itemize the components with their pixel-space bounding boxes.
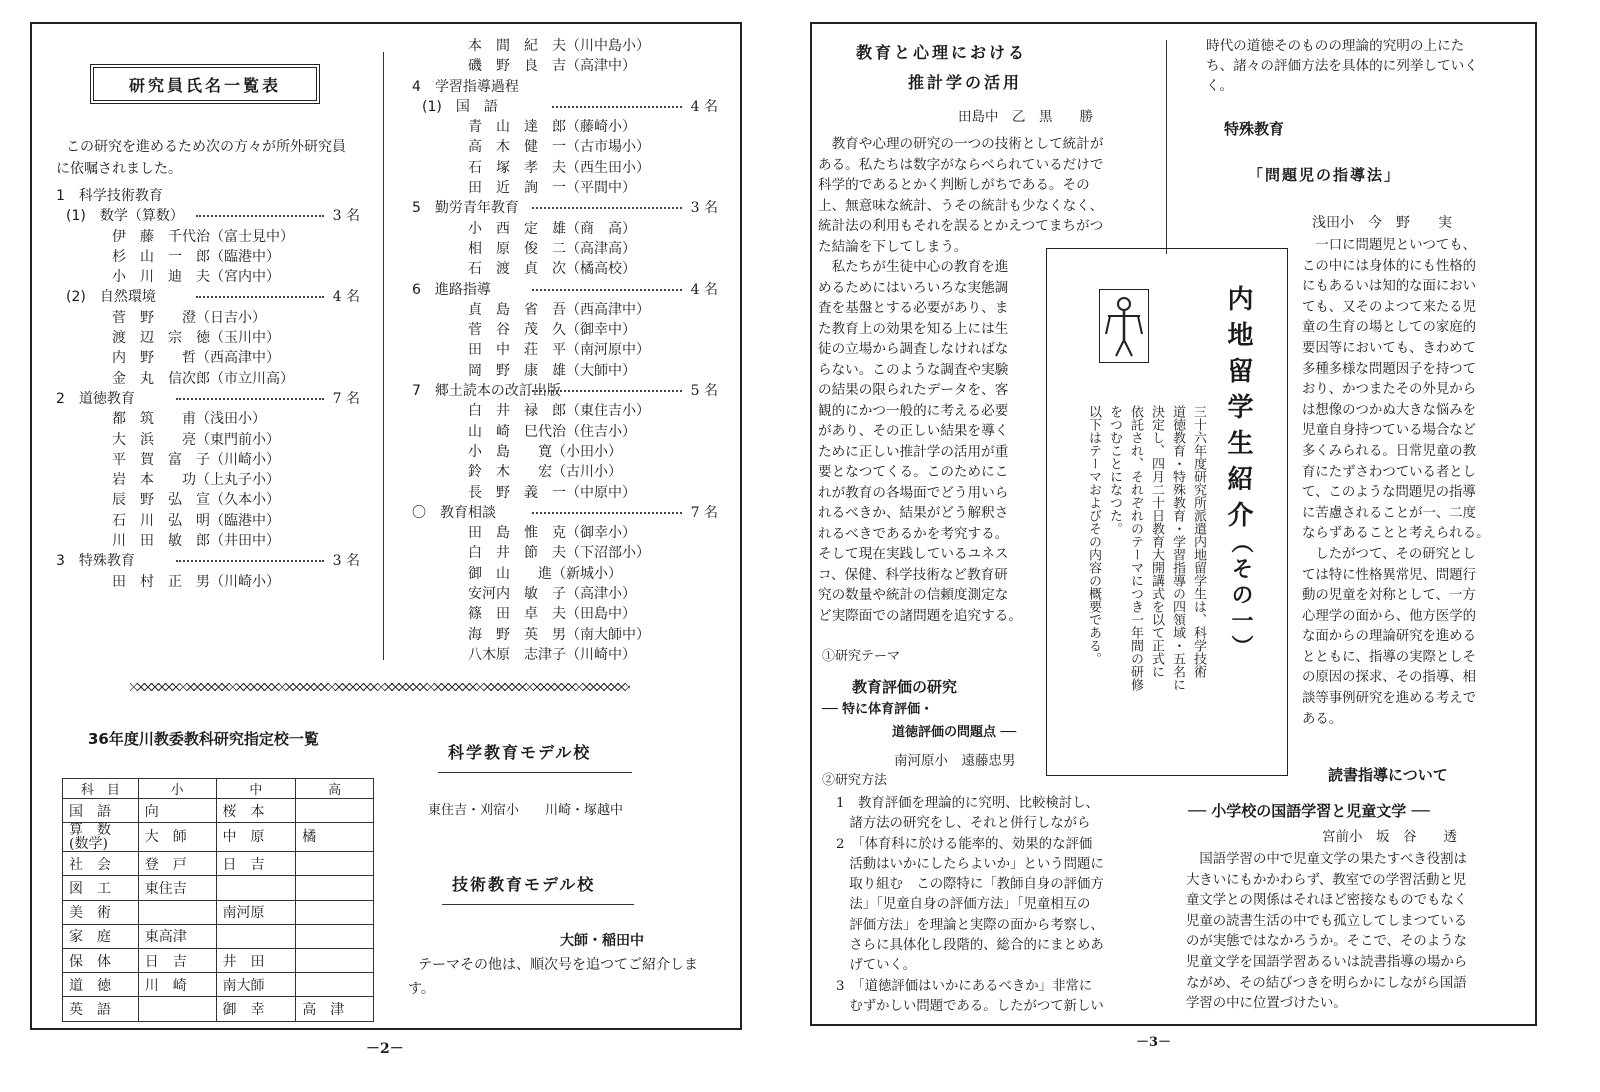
table-cell — [296, 948, 374, 972]
tech-model-title: 技術教育モデル校 — [452, 875, 596, 894]
text-line: ある。 — [1302, 711, 1343, 727]
researcher-name — [56, 227, 360, 247]
table-cell — [138, 997, 216, 1021]
closing-line-2: す。 — [408, 981, 435, 997]
researcher-category — [412, 97, 718, 117]
list-item-label: (1) 数学（算数） — [66, 208, 184, 225]
researcher-name — [56, 430, 360, 450]
list-item-label: (1) 国 語 — [422, 98, 498, 115]
text-line: 究の数量や統計の信頼度測定な — [818, 587, 1009, 603]
text-line: れるべきか、結果がどう解釈さ — [818, 505, 1009, 521]
text-line: 多種多様な問題因子を持つて — [1302, 361, 1477, 377]
table-row — [63, 900, 374, 924]
researcher-name — [56, 470, 360, 490]
researchers-title-box — [90, 64, 320, 104]
researcher-list-col2 — [412, 36, 718, 665]
list-item-label: 岡 野 康 雄（大師中） — [468, 362, 636, 379]
researcher-name — [412, 320, 718, 340]
list-item-label: 平 賀 富 子（川崎小） — [112, 451, 280, 468]
researcher-name — [412, 523, 718, 543]
text-line: この中には身体的にも性格的 — [1302, 258, 1477, 274]
section-zigzag-divider — [130, 683, 630, 691]
list-item-label: 磯 野 良 吉（高津中） — [468, 58, 636, 75]
researcher-name — [412, 137, 718, 157]
researcher-category — [412, 503, 718, 523]
researcher-name — [56, 267, 360, 287]
reading-subtitle: ── 小学校の国語学習と児童文学 ── — [1188, 802, 1430, 820]
list-item-label: 5 勤労青年教育 — [412, 200, 519, 217]
stats-title-line-1: 教育と心理における — [856, 43, 1028, 62]
table-cell — [216, 924, 296, 948]
list-item-label: 菅 谷 茂 久（御幸中） — [468, 322, 636, 339]
researcher-name — [412, 645, 718, 665]
eval-title: 教育評価の研究 — [852, 678, 958, 696]
table-row — [63, 852, 374, 876]
text-line: らない。このような調査や実験 — [818, 361, 1009, 378]
table-cell: 社 会 — [63, 852, 139, 876]
leader-dots — [196, 215, 324, 217]
researcher-name — [56, 308, 360, 328]
text-line: 以下はテーマおよびその内容の概要である。 — [1086, 405, 1101, 665]
leader-dots — [176, 398, 324, 400]
list-item-label: 相 原 俊 二（高津高） — [468, 240, 636, 257]
text-line: むずかしい問題である。したがつて新しい — [836, 998, 1104, 1014]
table-cell: 国 語 — [63, 799, 139, 823]
researcher-name — [412, 300, 718, 320]
text-line: 要となつてくる。このためにこ — [818, 464, 1009, 480]
stats-paragraph-1 — [818, 134, 1103, 257]
text-line: ならずあることと考えられる。 — [1302, 526, 1490, 542]
text-line: 活動はいかにしたらよいか」という問題に — [836, 856, 1104, 872]
box-title-suffix: （その一） — [1228, 531, 1253, 661]
method-list — [836, 794, 1104, 1017]
table-cell: 日 吉 — [138, 948, 216, 972]
researcher-category — [412, 280, 718, 300]
tech-model-underline — [442, 904, 634, 905]
researcher-name — [412, 462, 718, 482]
researcher-category — [412, 77, 718, 97]
table-header: 科 目 — [63, 779, 139, 799]
researcher-category — [412, 381, 718, 401]
researcher-name — [412, 584, 718, 604]
left-page-number: －2－ — [366, 1041, 404, 1057]
text-line: ても、又そのよつて来たる児 — [1302, 299, 1477, 315]
list-item-label: 岩 本 功（上丸子小） — [112, 472, 280, 489]
text-line: 育にたずさわつている者とし — [1302, 464, 1477, 480]
list-item-label: 山 崎 巳代治（住吉小） — [468, 423, 636, 440]
text-line: 動の児童を対称として、一方 — [1302, 588, 1476, 604]
text-line: た教育上の効果を知る上には生 — [818, 320, 1009, 337]
researcher-name — [56, 348, 360, 368]
list-item-label: 伊 藤 千代治（富士見中） — [112, 228, 294, 245]
list-item-label: 杉 山 一 郎（臨港中） — [112, 248, 280, 265]
table-header: 小 — [138, 779, 216, 799]
table-cell: 算 数 (数学) — [63, 823, 139, 852]
researcher-name — [56, 247, 360, 267]
text-line: ては特に性格異常児、問題行 — [1302, 567, 1477, 583]
list-item-label: 川 田 敏 郎（井田中） — [112, 533, 280, 550]
member-count: 4 名 — [690, 98, 718, 115]
table-cell — [216, 876, 296, 900]
table-cell: 家 庭 — [63, 924, 139, 948]
text-line: 要因等においても、きわめて — [1302, 340, 1477, 356]
leader-dots — [532, 207, 682, 209]
table-cell — [296, 852, 374, 876]
text-line: 道徳教育・特殊教育・学習指導の四領域・五名に — [1170, 405, 1185, 691]
member-count: 3 名 — [332, 553, 360, 570]
schools-title: 36年度川教委教科研究指定校一覧 — [88, 730, 319, 748]
researcher-name — [412, 259, 718, 279]
text-line: く。 — [1206, 78, 1233, 94]
text-line: 2 「体育科に於ける能率的、効果的な評価 — [836, 836, 1093, 852]
stats-author: 田島中 乙 黒 勝 — [958, 109, 1093, 125]
text-line: さらに具体化し段階的、総合的にまとめあ — [836, 938, 1104, 954]
list-item-label: 貞 島 省 吾（西高津中） — [468, 301, 650, 318]
table-row — [63, 876, 374, 900]
researcher-name — [56, 409, 360, 429]
list-item-label: 青 山 達 郎（藤崎小） — [468, 119, 636, 136]
intro-line-2: に依嘱されました。 — [56, 161, 182, 177]
table-cell: 英 語 — [63, 997, 139, 1021]
text-line: 児童文学を国語学習あるいは読書指導の場から — [1186, 954, 1468, 970]
table-cell: 東高津 — [138, 924, 216, 948]
text-line: のが実態ではなかろうか。そこで、そのような — [1186, 934, 1467, 950]
list-item-label: 白 井 節 夫（下沼部小） — [468, 545, 650, 562]
text-line: 心理学の面から、他方医学的 — [1302, 608, 1477, 624]
stats-title-line-2: 推計学の活用 — [908, 73, 1023, 92]
table-cell: 南大師 — [216, 973, 296, 997]
list-item-label: 6 進路指導 — [412, 281, 491, 298]
special-author: 浅田小 今 野 実 — [1312, 215, 1452, 231]
researcher-name — [412, 401, 718, 421]
leader-dots — [176, 560, 324, 562]
eval-author: 南河原小 遠藤忠男 — [894, 753, 1016, 769]
researcher-name — [56, 572, 360, 592]
list-item-label: 石 塚 孝 夫（西生田小） — [468, 159, 650, 176]
text-line: 3 「道徳評価はいかにあるべきか」非常に — [836, 978, 1093, 994]
text-line: そして現在実践しているユネス — [818, 546, 1009, 562]
tech-model-schools: 大師・稲田中 — [560, 933, 644, 949]
list-item-label: 海 野 英 男（南大師中） — [468, 626, 650, 643]
text-line: の結果の限られたデータを、客 — [818, 382, 1009, 398]
researcher-name — [412, 117, 718, 137]
science-model-underline — [438, 772, 632, 773]
researcher-name — [56, 369, 360, 389]
researcher-name — [412, 361, 718, 381]
list-item-label: 菅 野 澄（日吉小） — [112, 309, 266, 326]
researcher-name — [412, 158, 718, 178]
text-line: 私たちが生徒中心の教育を進 — [818, 259, 1009, 275]
list-item-label: 安河内 敏 子（高津小） — [468, 586, 636, 603]
list-item-label: 4 学習指導過程 — [412, 78, 519, 95]
text-line: て、このような問題児の指導 — [1302, 485, 1476, 501]
member-count: 4 名 — [690, 281, 718, 298]
researcher-name — [412, 604, 718, 624]
list-item-label: 高 木 健 一（古市場小） — [468, 139, 650, 156]
list-item-label: 渡 辺 宗 徳（玉川中） — [112, 330, 280, 347]
column-divider — [383, 52, 384, 660]
text-line: 教育や心理の研究の一つの技術として統計が — [818, 136, 1104, 152]
text-line: ために正しい推計学の活用が重 — [818, 443, 1009, 460]
list-item-label: 白 井 禄 郎（東住吉小） — [468, 403, 650, 420]
text-line: 三十六年度研究所派遣内地留学生は、科学技術 — [1191, 405, 1206, 678]
stats-paragraph-2 — [818, 257, 1022, 626]
list-item-label: (2) 自然環境 — [66, 289, 156, 306]
list-item-label: 都 筑 甫（浅田小） — [112, 411, 266, 428]
table-cell: 大 師 — [138, 823, 216, 852]
text-line: 1 教育評価を理論的に究明、比較検討し、 — [836, 796, 1099, 811]
text-line: 大きいにもかかわらず、教室での学習活動と児 — [1186, 872, 1467, 888]
table-cell — [296, 799, 374, 823]
text-line: 上、無意味な統計、うその統計も少なくなく、 — [818, 197, 1104, 214]
intro-line-1: この研究を進めるため次の方々が所外研究員 — [66, 139, 346, 155]
reading-author: 宮前小 坂 谷 透 — [1322, 829, 1457, 845]
text-line: 諸方法の研究をし、それと併行しながら — [836, 816, 1091, 832]
table-cell: 南河原 — [216, 900, 296, 924]
list-item-label: 石 渡 貞 次（橘高校） — [468, 261, 636, 278]
table-cell: 保 体 — [63, 948, 139, 972]
table-cell: 東住吉 — [138, 876, 216, 900]
list-item-label: 〇 教育相談 — [412, 504, 496, 521]
list-item-label: 田 島 惟 克（御幸小） — [468, 525, 636, 542]
text-line: 徒の立場から調査しなければな — [818, 341, 1009, 357]
member-count: 7 名 — [690, 504, 718, 521]
list-item-label: 7 郷土読本の改訂出版 — [412, 383, 561, 400]
text-line: 童文学との関係はそれほど密接なものでもなく — [1186, 893, 1468, 909]
eval-subtitle-2: 道徳評価の問題点 ── — [892, 725, 1017, 740]
list-item-label: 篠 田 卓 夫（田島中） — [468, 606, 636, 623]
text-line: 査を基盤とする必要があり、ま — [818, 300, 1009, 316]
table-cell: 御 幸 — [216, 997, 296, 1021]
researcher-name — [412, 442, 718, 462]
researcher-name — [412, 239, 718, 259]
table-row — [63, 997, 374, 1021]
researcher-name — [412, 625, 718, 645]
table-row — [63, 823, 374, 852]
list-item-label: 八木原 志津子（川崎中） — [468, 646, 636, 663]
table-cell: 井 田 — [216, 948, 296, 972]
research-theme-label: ①研究テーマ — [822, 649, 901, 664]
table-cell: 図 工 — [63, 876, 139, 900]
list-item-label: 3 特殊教育 — [56, 553, 135, 570]
researcher-category — [412, 198, 718, 218]
table-header: 高 — [296, 779, 374, 799]
list-item-label: 小 島 寛（小田小） — [468, 443, 622, 460]
table-row — [63, 799, 374, 823]
list-item-label: 大 浜 亮（東門前小） — [112, 431, 280, 448]
researcher-name — [412, 178, 718, 198]
researcher-category — [56, 186, 360, 206]
special-title: 「問題児の指導法」 — [1248, 166, 1402, 184]
text-line: げていく。 — [836, 958, 917, 974]
table-cell: 桜 本 — [216, 799, 296, 823]
special-paragraph — [1302, 236, 1489, 730]
list-item-label: 辰 野 弘 宣（久本小） — [112, 492, 280, 509]
special-ed-label: 特殊教育 — [1224, 120, 1285, 138]
text-line: の原因の探求、その指導、相 — [1302, 670, 1477, 686]
list-item-label: 内 野 哲（西高津中） — [112, 350, 280, 367]
text-line: 取り組む この際特に「教師自身の評価方 — [836, 877, 1104, 893]
researcher-category — [56, 206, 360, 226]
continued-text — [1206, 36, 1478, 96]
researcher-category — [56, 389, 360, 409]
list-item-label: 1 科学技術教育 — [56, 188, 163, 204]
closing-line-1: テーマその他は、順次号を追つてご紹介しま — [418, 957, 698, 973]
researcher-name — [412, 543, 718, 563]
member-count: 5 名 — [690, 383, 718, 400]
member-count: 7 名 — [332, 390, 360, 407]
designated-schools-table — [62, 778, 374, 1022]
text-line: をつむことになつた。 — [1107, 405, 1122, 535]
table-cell — [296, 973, 374, 997]
member-count: 3 名 — [690, 200, 718, 217]
researcher-name — [412, 56, 718, 76]
text-line: 科学的であるとかく判断しがちである。その — [818, 177, 1090, 193]
researcher-name — [412, 422, 718, 442]
text-line: 国語学習の中で児童文学の果たすべき役割は — [1186, 852, 1467, 867]
figure-icon — [1099, 289, 1149, 363]
table-row — [63, 924, 374, 948]
text-line: ながめ、その結びつきを明らかにしながら国語 — [1186, 975, 1467, 991]
list-item-label: 長 野 義 一（中原中） — [468, 484, 636, 501]
table-cell — [138, 900, 216, 924]
text-line: 法」「児童自身の評価方法」「児童相互の — [836, 897, 1091, 913]
leader-dots — [532, 390, 682, 392]
text-line: 評価方法」を理論と実際の面から考察し、 — [836, 917, 1104, 933]
researchers-title: 研究員氏名一覧表 — [128, 75, 281, 95]
researcher-name — [56, 511, 360, 531]
box-vertical-text — [1083, 405, 1209, 767]
table-cell: 美 術 — [63, 900, 139, 924]
list-item-label: 御 山 進（新城小） — [468, 565, 622, 582]
science-model-title: 科学教育モデル校 — [448, 743, 592, 762]
researcher-name — [56, 328, 360, 348]
text-line: とともに、指導の実際としそ — [1302, 649, 1477, 665]
table-cell: 橘 — [296, 823, 374, 852]
list-item-label: 田 村 正 男（川崎小） — [112, 573, 280, 590]
text-line: に苦慮されることが一、二度 — [1302, 505, 1477, 521]
text-line: 談等事例研究を進める考えで — [1302, 691, 1477, 707]
reading-paragraph — [1186, 850, 1467, 1015]
text-line: 児童の読書生活の中でも孤立してしまつている — [1186, 913, 1468, 929]
text-line: れが教育の各場面でどう用いら — [818, 484, 1009, 501]
box-title: 内地留学生紹介 — [1223, 285, 1253, 537]
table-header: 中 — [216, 779, 296, 799]
text-line: 統計法の利用もそれを誤るとかえつてまちがつ — [818, 218, 1104, 234]
method-label: ②研究方法 — [822, 773, 888, 788]
table-cell — [296, 900, 374, 924]
list-item-label: 金 丸 信次郎（市立川高） — [112, 370, 294, 387]
text-line: にもあるいは知的な面におい — [1302, 279, 1477, 295]
reading-title: 読書指導について — [1328, 766, 1448, 784]
list-item-label: 小 川 迪 夫（宮内中） — [112, 269, 280, 286]
text-line: 時代の道徳そのものの理論的究明の上にた — [1206, 38, 1465, 54]
text-line: 一口に問題児といつても、 — [1302, 238, 1477, 253]
eval-subtitle-1: ── 特に体育評価・ — [822, 702, 934, 717]
researcher-category — [56, 287, 360, 307]
member-count: 3 名 — [332, 208, 360, 225]
list-item-label: 田 近 詢 一（平間中） — [468, 180, 636, 197]
study-abroad-box — [1046, 248, 1288, 776]
science-model-schools: 東住吉・刈宿小 川崎・塚越中 — [428, 803, 624, 818]
leader-dots — [552, 106, 682, 108]
list-item-label: 鈴 木 宏（古川小） — [468, 464, 622, 481]
text-line: したがつて、その研究とし — [1302, 546, 1476, 562]
text-line: れるべきであるかを考究する。 — [818, 525, 1009, 542]
researcher-category — [56, 551, 360, 571]
researcher-name — [412, 483, 718, 503]
leader-dots — [532, 512, 682, 514]
researcher-name — [56, 450, 360, 470]
text-line: ち、諸々の評価方法を具体的に列挙していく — [1206, 58, 1478, 74]
list-item-label: 石 川 弘 明（臨港中） — [112, 512, 280, 529]
list-item-label: 田 中 荘 平（南河原中） — [468, 342, 650, 359]
text-line: 童の生育の場としての家庭的 — [1302, 320, 1477, 336]
text-line: ある。私たちは数字がならべられているだけで — [818, 156, 1104, 173]
table-cell: 道 徳 — [63, 973, 139, 997]
table-cell: 日 吉 — [216, 852, 296, 876]
list-item-label: 2 道徳教育 — [56, 390, 135, 407]
member-count: 4 名 — [332, 289, 360, 306]
table-row — [63, 973, 374, 997]
text-line: おり、かつまたその外見から — [1302, 382, 1477, 398]
researcher-name — [412, 36, 718, 56]
text-line: な面からの理論研究を進める — [1302, 629, 1477, 645]
text-line: た結論を下してしまう。 — [818, 238, 968, 255]
table-cell: 高 津 — [296, 997, 374, 1021]
researcher-name — [56, 490, 360, 510]
right-column-divider — [1166, 40, 1167, 254]
table-cell: 向 — [138, 799, 216, 823]
researcher-name — [412, 219, 718, 239]
text-line: 観的にかつ一般的に考える必要 — [818, 402, 1009, 419]
list-item-label: 小 西 定 雄（商 高） — [468, 220, 636, 237]
table-cell: 川 崎 — [138, 973, 216, 997]
researcher-list-col1 — [56, 186, 360, 592]
right-page-number: －3－ — [1136, 1035, 1172, 1050]
table-cell: 登 戸 — [138, 852, 216, 876]
table-row — [63, 948, 374, 972]
text-line: コ、保健、科学技術など教育研 — [818, 566, 1008, 583]
text-line: があり、その正しい結果を導く — [818, 423, 1009, 439]
researcher-name — [56, 531, 360, 551]
text-line: めるためにはいろいろな実態調 — [818, 279, 1009, 296]
text-line: 依託され、それぞれのテーマにつき一年間の研修 — [1128, 405, 1143, 691]
text-line: 学習の中に位置づけたい。 — [1186, 996, 1347, 1012]
leader-dots — [196, 296, 324, 298]
researcher-name — [412, 340, 718, 360]
text-line: は想像のつかぬ大きな悩みを — [1302, 402, 1477, 418]
table-cell: 中 原 — [216, 823, 296, 852]
table-cell — [296, 876, 374, 900]
leader-dots — [532, 289, 682, 291]
list-item-label: 本 間 紀 夫（川中島小） — [468, 38, 650, 54]
text-line: 児童自身持つている場合など — [1302, 423, 1477, 439]
researcher-name — [412, 564, 718, 584]
table-cell — [296, 924, 374, 948]
text-line: 多くみられる。日常児童の教 — [1302, 443, 1477, 459]
text-line: 決定し、四月二十日教育大開講式を以て正式に — [1149, 405, 1164, 678]
text-line: ど実際面での諸問題を追究する。 — [818, 607, 1022, 624]
